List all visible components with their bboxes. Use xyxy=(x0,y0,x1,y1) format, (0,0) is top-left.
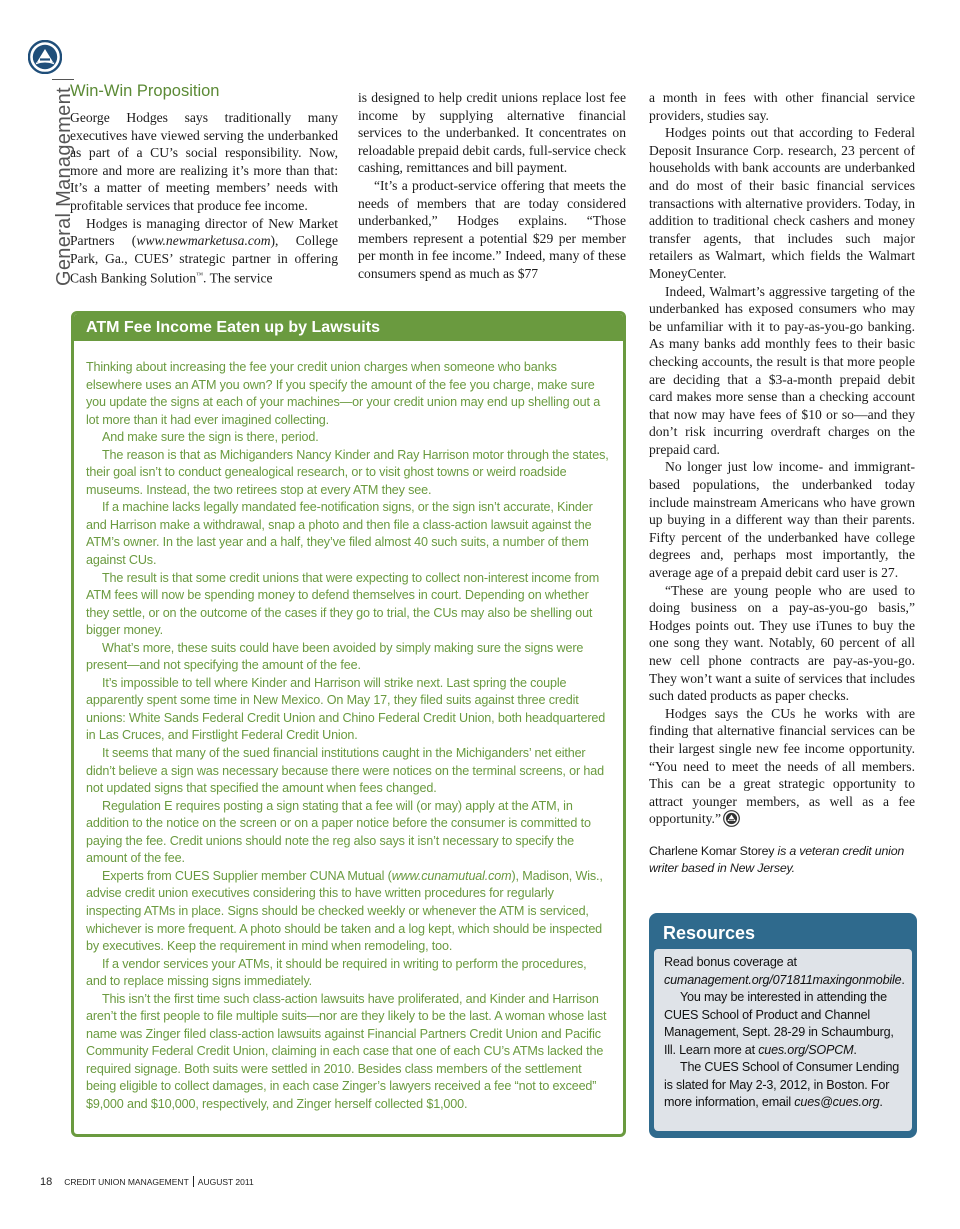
sidebar-paragraph: And make sure the sign is there, period. xyxy=(102,430,319,445)
cues-logo-icon xyxy=(28,40,62,74)
sidebar-paragraph: What’s more, these suits could have been avoided by simply making sure the signs were present—and not specifying the amount of the fee. xyxy=(86,640,584,673)
article-paragraph: Indeed, Walmart’s aggressive targeting of the underbanked has exposed consumers who may be unfamiliar with it to pay-as-you-go banking. As many banks add monthly fees to their basic checking accounts, the result is that more people are deciding that a $3-a-month prepaid debit card makes more sense than a checking account that now may have fees of $10 or so—and they don’t risk incurring overdraft charges on the prepaid card. xyxy=(649,283,915,457)
sidebar-paragraph: Thinking about increasing the fee your credit union charges when someone who banks elsewhere uses an ATM you own? If you specify the amount of the fee you charge, make sure you update the signs at each of your machines—or your credit union may end up shelling out a lot more than it had ever imagined collecting. xyxy=(86,360,601,427)
page-number: 18 xyxy=(40,1176,53,1188)
cunamutual-link[interactable]: www.cunamutual.com xyxy=(391,868,512,883)
cues-email-link[interactable]: cues@cues.org xyxy=(794,1095,880,1109)
resources-box xyxy=(649,913,917,1138)
article-paragraph: is designed to help credit unions replace lost fee income by supplying alternative financial services to the underbanked. It concentrates on reloadable prepaid debit cards, full-service check cashing, remittances and bill payment. xyxy=(358,90,626,176)
article-column-1 xyxy=(70,109,338,287)
sopcm-link[interactable]: cues.org/SOPCM xyxy=(758,1042,854,1057)
article-paragraph: “These are young people who are used to doing business on a pay-as-you-go basis,” Hodges points out. They use iTunes to buy the one song they want. Notably, 60 percent of all new cell phone contracts are pay-as-you-go. They won’t want a suite of services that includes such dated products as paper checks. xyxy=(649,582,915,704)
article-paragraph: Hodges is managing director of New Market Partners (www.newmarketusa.com), College Park, Ga., CUES’ strategic partner in offering Cash Banking Solution™. The service xyxy=(70,215,338,286)
resources-paragraph: Read bonus coverage at cumanagement.org/071811maxingonmobile. xyxy=(664,955,905,987)
article-paragraph: Hodges says the CUs he works with are finding that alternative financial services can be their largest single new fee income opportunity. “You need to meet the needs of all members. This can be a great strategic opportunity to attract younger members, as well as a fee opportunity.” xyxy=(649,705,915,827)
sidebar-paragraph: The reason is that as Michiganders Nancy Kinder and Ray Harrison motor through the states, their goal isn’t to conduct genealogical research, or to visit ghost towns or weird roadside museums. Instead, the two retirees stop at every ATM they see. xyxy=(86,447,609,497)
sidebar-title: ATM Fee Income Eaten up by Lawsuits xyxy=(74,314,623,341)
publication-name: CREDIT UNION MANAGEMENT xyxy=(64,1177,189,1187)
cues-end-mark-icon xyxy=(723,810,740,827)
page-footer xyxy=(40,1176,254,1188)
issue-date: AUGUST 2011 xyxy=(197,1177,254,1187)
sidebar-paragraph: It seems that many of the sued financial institutions caught in the Michiganders’ net either didn’t believe a sign was necessary because there were notices on the terminal screens, or had not updated signs that specified the amount when fees changed. xyxy=(86,746,604,796)
sidebar-body xyxy=(74,341,623,1114)
sidebar-paragraph: This isn’t the first time such class-action lawsuits have proliferated, and Kinder and Harrison aren’t the first people to file multiple suits—nor are they likely to be the last. A woman whose last name was Zinger filed class-action lawsuits against Financial Partners Credit Union and Pacific Community Federal Credit Union, claiming in each case that one of each CU’s ATMs lacked the required signage. Both suits were settled in 2010. Besides class members of the settlement being eligible to collect damages, in each case Zinger’s lawyers received a fee “not to exceed” $9,000 and $10,000, respectively, and Zinger herself collected $1,000. xyxy=(86,991,607,1111)
sidebar-paragraph: Experts from CUES Supplier member CUNA Mutual (www.cunamutual.com), Madison, Wis., advise credit union executives considering this to have written procedures for regularly inspecting ATMs in place. Signs should be checked weekly or whenever the ATM is serviced, whichever is more frequent. A photo should be taken and a log kept, which should be inspected by executives. Keep the requirement in mind when remodeling, too. xyxy=(86,868,603,954)
article-heading: Win-Win Proposition xyxy=(70,82,220,100)
article-column-3 xyxy=(649,89,915,877)
sidebar-paragraph: If a machine lacks legally mandated fee-notification signs, or the sign isn’t accurate, Kinder and Harrison make a withdrawal, snap a photo and then file a class-action lawsuit against the ATM’s owner. In the last year and a half, they’ve filed almost 40 such suits, a number of them against CUs. xyxy=(86,500,593,568)
resources-paragraph: The CUES School of Consumer Lending is slated for May 2-3, 2012, in Boston. For more information, email cues@cues.org. xyxy=(664,1060,900,1109)
newmarket-link[interactable]: www.newmarketusa.com xyxy=(136,233,271,249)
resources-paragraph: You may be interested in attending the CUES School of Product and Channel Management, Sept. 28-29 in Schaumburg, Ill. Learn more at cues.org/SOPCM. xyxy=(664,990,894,1057)
article-paragraph: a month in fees with other financial service providers, studies say. xyxy=(649,90,915,123)
author-byline: Charlene Komar Storey is a veteran credit union writer based in New Jersey. xyxy=(649,843,905,875)
atm-fee-sidebar xyxy=(71,311,626,1137)
sidebar-paragraph: If a vendor services your ATMs, it should be required in writing to perform the procedures, and to replace missing signs immediately. xyxy=(86,956,587,989)
resources-title: Resources xyxy=(663,923,756,943)
article-column-2 xyxy=(358,89,626,283)
bonus-coverage-link[interactable]: cumanagement.org/071811maxingonmobile xyxy=(664,972,902,987)
article-paragraph: No longer just low income- and immigrant-based populations, the underbanked today include mainstream Americans who have grown up buying in a different way than their parents. Fifty percent of the underbanked have college degrees and, perhaps most importantly, the average age of a prepaid debit card user is 27. xyxy=(649,459,915,581)
article-paragraph: Hodges points out that according to Federal Deposit Insurance Corp. research, 23 percent of households with bank accounts are underbanked and do most of their basic financial services transactions with alternative providers. Today, in addition to traditional check cashers and money transfer agents, that includes such major retailers as Walmart, which fields the Walmart MoneyCenter. xyxy=(649,125,915,281)
sidebar-paragraph: Regulation E requires posting a sign stating that a fee will (or may) apply at the ATM, in addition to the notice on the screen or on a paper notice before the consumer is committed to paying the fee. Credit unions should note the reg also says it isn’t necessary to specify the amount of the fee. xyxy=(86,798,591,866)
section-label: General Management xyxy=(52,79,76,286)
article-paragraph: George Hodges says traditionally many executives have viewed serving the underbanked as part of a CU’s social responsibility. Now, more and more are realizing it’s more than that: It’s a matter of meeting members’ needs with profitable services that produce fee income. xyxy=(70,110,338,213)
resources-body xyxy=(654,949,912,1131)
sidebar-paragraph: The result is that some credit unions that were expecting to collect non-interest income from ATM fees will now be spending money to defend themselves in court. Depending on whether they settle, or on the outcome of the cases if they go to trial, the CUs may also be shelling out bigger money. xyxy=(86,570,600,638)
sidebar-paragraph: It’s impossible to tell where Kinder and Harrison will strike next. Last spring the couple apparently spent some time in New Mexico. On May 17, they filed suits against three credit unions: White Sands Federal Credit Union and Chino Federal Credit Union, both headquartered in Las Cruces, and Firstlight Federal Credit Union. xyxy=(86,675,606,743)
article-paragraph: “It’s a product-service offering that meets the needs of members that are today considered underbanked,” Hodges explains. “Those members represent a potential $29 per member per month in fee income.” Indeed, many of these consumers spend as much as $77 xyxy=(358,177,626,281)
